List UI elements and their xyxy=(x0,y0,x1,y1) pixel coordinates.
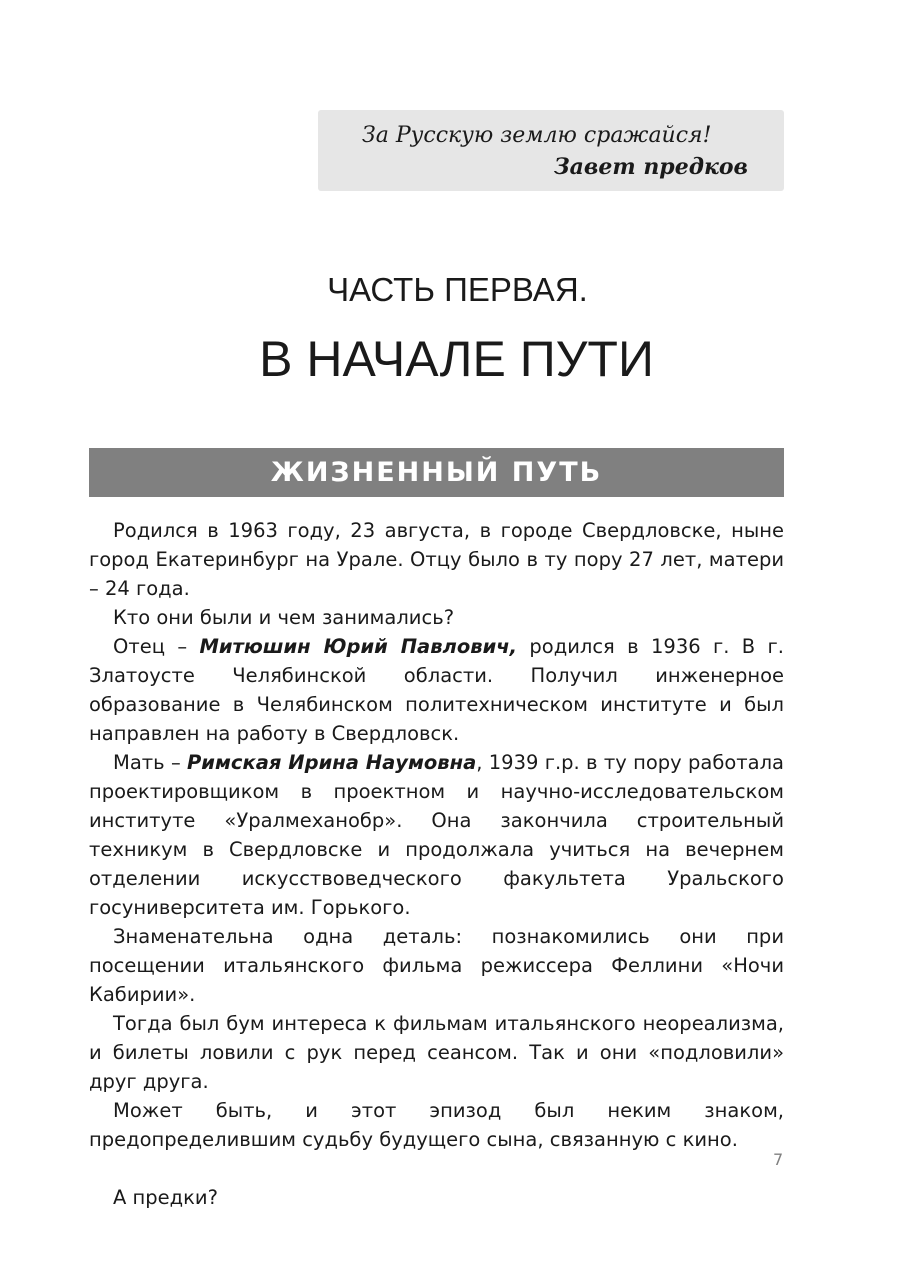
section-header-bar xyxy=(89,448,784,497)
paragraph-2: Кто они были и чем занимались? xyxy=(113,606,455,629)
part-label: ЧАСТЬ ПЕРВАЯ. xyxy=(327,271,588,308)
paragraph-1: Родился в 1963 году, 23 августа, в городе Свердловске, ныне город Екатеринбург на Урале. Отцу было в ту пору 27 лет, матери – 24 года. xyxy=(89,519,784,600)
father-name: Митюшин Юрий Павлович, xyxy=(199,635,518,658)
paragraph-4-intro: Мать – xyxy=(113,751,188,774)
paragraph-4 xyxy=(89,748,784,922)
paragraph-8: А предки? xyxy=(113,1186,218,1209)
paragraph-3-intro: Отец – xyxy=(113,635,200,658)
paragraph-3 xyxy=(89,632,784,748)
body-text xyxy=(89,516,784,1212)
paragraph-5: Знаменательна одна деталь: познакомились они при посещении итальянского фильма режиссера Феллини «Ночи Кабирии». xyxy=(89,925,784,1006)
epigraph-box xyxy=(318,110,784,191)
epigraph-quote: За Русскую землю сражайся! xyxy=(362,123,712,148)
part-title: В НАЧАЛЕ ПУТИ xyxy=(259,331,654,387)
section-title: ЖИЗНЕННЫЙ ПУТЬ xyxy=(270,457,603,488)
epigraph-attribution: Завет предков xyxy=(553,154,748,180)
mother-name: Римская Ирина Наумовна xyxy=(187,751,477,774)
page-number: 7 xyxy=(773,1150,784,1169)
paragraph-4-rest: , 1939 г.р. в ту пору работала проектировщиком в проектном и научно-исследовательском институте «Уралмеханобр». Она закончила строительный техникум в Свердловске и продолжала учиться на вечернем отделении искусствоведческого факультета Уральского госуниверситета им. Горького. xyxy=(89,751,784,919)
paragraph-6: Тогда был бум интереса к фильмам итальянского неореализма, и билеты ловили с рук перед сеансом. Так и они «подловили» друг друга. xyxy=(89,1012,784,1093)
paragraph-3-rest: родился в 1936 г. В г. Златоусте Челябинской области. Получил инженерное образование в Челябинском политехническом институте и был направлен на работу в Свердловск. xyxy=(89,635,784,745)
paragraph-7: Может быть, и этот эпизод был неким знаком, предопределившим судьбу будущего сына, связанную с кино. xyxy=(89,1099,784,1151)
